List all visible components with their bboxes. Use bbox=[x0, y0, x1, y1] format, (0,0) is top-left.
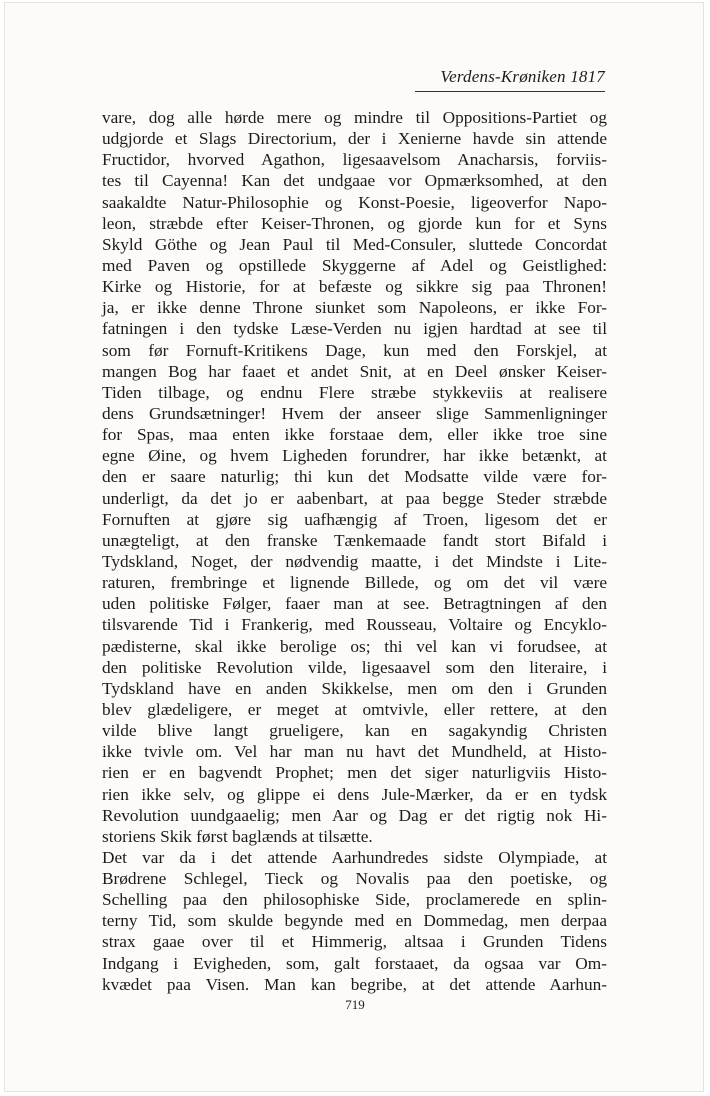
text-line: pædisterne, skal ikke berolige os; thi vel kan vi forudsee, at bbox=[102, 636, 607, 656]
text-line: Tydskland, Noget, der nødvendig maatte, i det Mindste i Lite- bbox=[102, 551, 607, 571]
text-line: ikke tvivle om. Vel har man nu havt det Mundheld, at Histo- bbox=[102, 742, 607, 762]
text-line: storiens Skik først baglænds at tilsætte. bbox=[102, 826, 373, 846]
text-line: tilsvarende Tid i Frankerig, med Rousseau, Voltaire og Encyklo- bbox=[102, 615, 607, 635]
text-line: rien ikke selv, og glippe ei dens Jule-Mærker, da er en tydsk bbox=[102, 784, 607, 804]
text-line: kvædet paa Visen. Man kan begribe, at det attende Aarhun- bbox=[102, 974, 607, 994]
text-line: Revolution uundgaaelig; men Aar og Dag er det rigtig nok Hi- bbox=[102, 805, 607, 825]
text-line: med Paven og opstillede Skyggerne af Adel og Geistlighed: bbox=[102, 255, 607, 275]
text-line: Indgang i Evigheden, som, galt forstaaet, da ogsaa var Om- bbox=[102, 953, 607, 973]
text-line: mangen Bog har faaet et andet Snit, at en Deel ønsker Keiser- bbox=[102, 361, 607, 381]
text-line: uden politiske Følger, faaer man at see. Betragtningen af den bbox=[102, 594, 607, 614]
header-rule bbox=[415, 91, 605, 92]
text-line: Det var da i det attende Aarhundredes sidste Olympiade, at bbox=[102, 847, 607, 867]
page-number: 719 bbox=[345, 997, 365, 1012]
text-line: Schelling paa den philosophiske Side, proclamerede en splin- bbox=[102, 890, 607, 910]
text-line: underligt, da det jo er aabenbart, at paa begge Steder stræbde bbox=[102, 488, 607, 508]
body-text bbox=[102, 107, 607, 995]
text-line: Skyld Göthe og Jean Paul til Med-Consuler, sluttede Concordat bbox=[102, 234, 607, 254]
text-line: den er saare naturlig; thi kun det Modsatte vilde være for- bbox=[102, 467, 607, 487]
text-line: udgjorde et Slags Directorium, der i Xenierne havde sin attende bbox=[102, 129, 607, 149]
text-line: Tydskland have en anden Skikkelse, men om den i Grunden bbox=[102, 678, 607, 698]
text-line: unægteligt, at den franske Tænkemaade fandt stort Bifald i bbox=[102, 530, 607, 550]
text-line: tes til Cayenna! Kan det undgaae vor Opmærksomhed, at den bbox=[102, 171, 607, 191]
text-line: Kirke og Historie, for at befæste og sikkre sig paa Thronen! bbox=[102, 277, 607, 297]
text-line: strax gaae over til et Himmerig, altsaa i Grunden Tidens bbox=[102, 932, 607, 952]
text-line: vilde blive langt grueligere, kan en sagakyndig Christen bbox=[102, 721, 607, 741]
text-line: som før Fornuft-Kritikens Dage, kun med den Forskjel, at bbox=[102, 340, 607, 360]
text-line: fatningen i den tydske Læse-Verden nu igjen hardtad at see til bbox=[102, 319, 607, 339]
running-header: Verdens-Krøniken 1817 bbox=[440, 67, 605, 86]
paragraph-1 bbox=[102, 107, 607, 847]
text-line: vare, dog alle hørde mere og mindre til Oppositions-Partiet og bbox=[102, 108, 607, 127]
text-line: Brødrene Schlegel, Tieck og Novalis paa den poetiske, og bbox=[102, 869, 607, 889]
text-line: for Spas, maa enten ikke forstaae dem, eller ikke troe sine bbox=[102, 425, 607, 445]
text-line: egne Øine, og hvem Ligheden forundrer, har ikke betænkt, at bbox=[102, 446, 607, 466]
paragraph-2 bbox=[102, 847, 607, 995]
text-line: ja, er ikke denne Throne siunket som Napoleons, er ikke For- bbox=[102, 298, 607, 318]
text-line: Fornuften at gjøre sig uafhængig af Troen, ligesom det er bbox=[102, 509, 607, 529]
text-line: den politiske Revolution vilde, ligesaavel som den literaire, i bbox=[102, 657, 607, 677]
text-line: dens Grundsætninger! Hvem der anseer slige Sammenligninger bbox=[102, 403, 607, 423]
text-line: saakaldte Natur-Philosophie og Konst-Poesie, ligeoverfor Napo- bbox=[102, 192, 607, 212]
text-line: Tiden tilbage, og endnu Flere stræbe stykkeviis at realisere bbox=[102, 382, 607, 402]
text-line: leon, stræbde efter Keiser-Thronen, og gjorde kun for et Syns bbox=[102, 213, 607, 233]
text-line: blev glædeligere, er meget at omtvivle, eller rettere, at den bbox=[102, 699, 607, 719]
text-line: Fructidor, hvorved Agathon, ligesaavelsom Anacharsis, forviis- bbox=[102, 150, 607, 170]
text-line: terny Tid, som skulde begynde med en Dommedag, men derpaa bbox=[102, 911, 607, 931]
book-page bbox=[4, 2, 704, 1092]
text-line: raturen, frembringe et lignende Billede, og om det vil være bbox=[102, 573, 607, 593]
text-line: rien er en bagvendt Prophet; men det siger naturligviis Histo- bbox=[102, 763, 607, 783]
